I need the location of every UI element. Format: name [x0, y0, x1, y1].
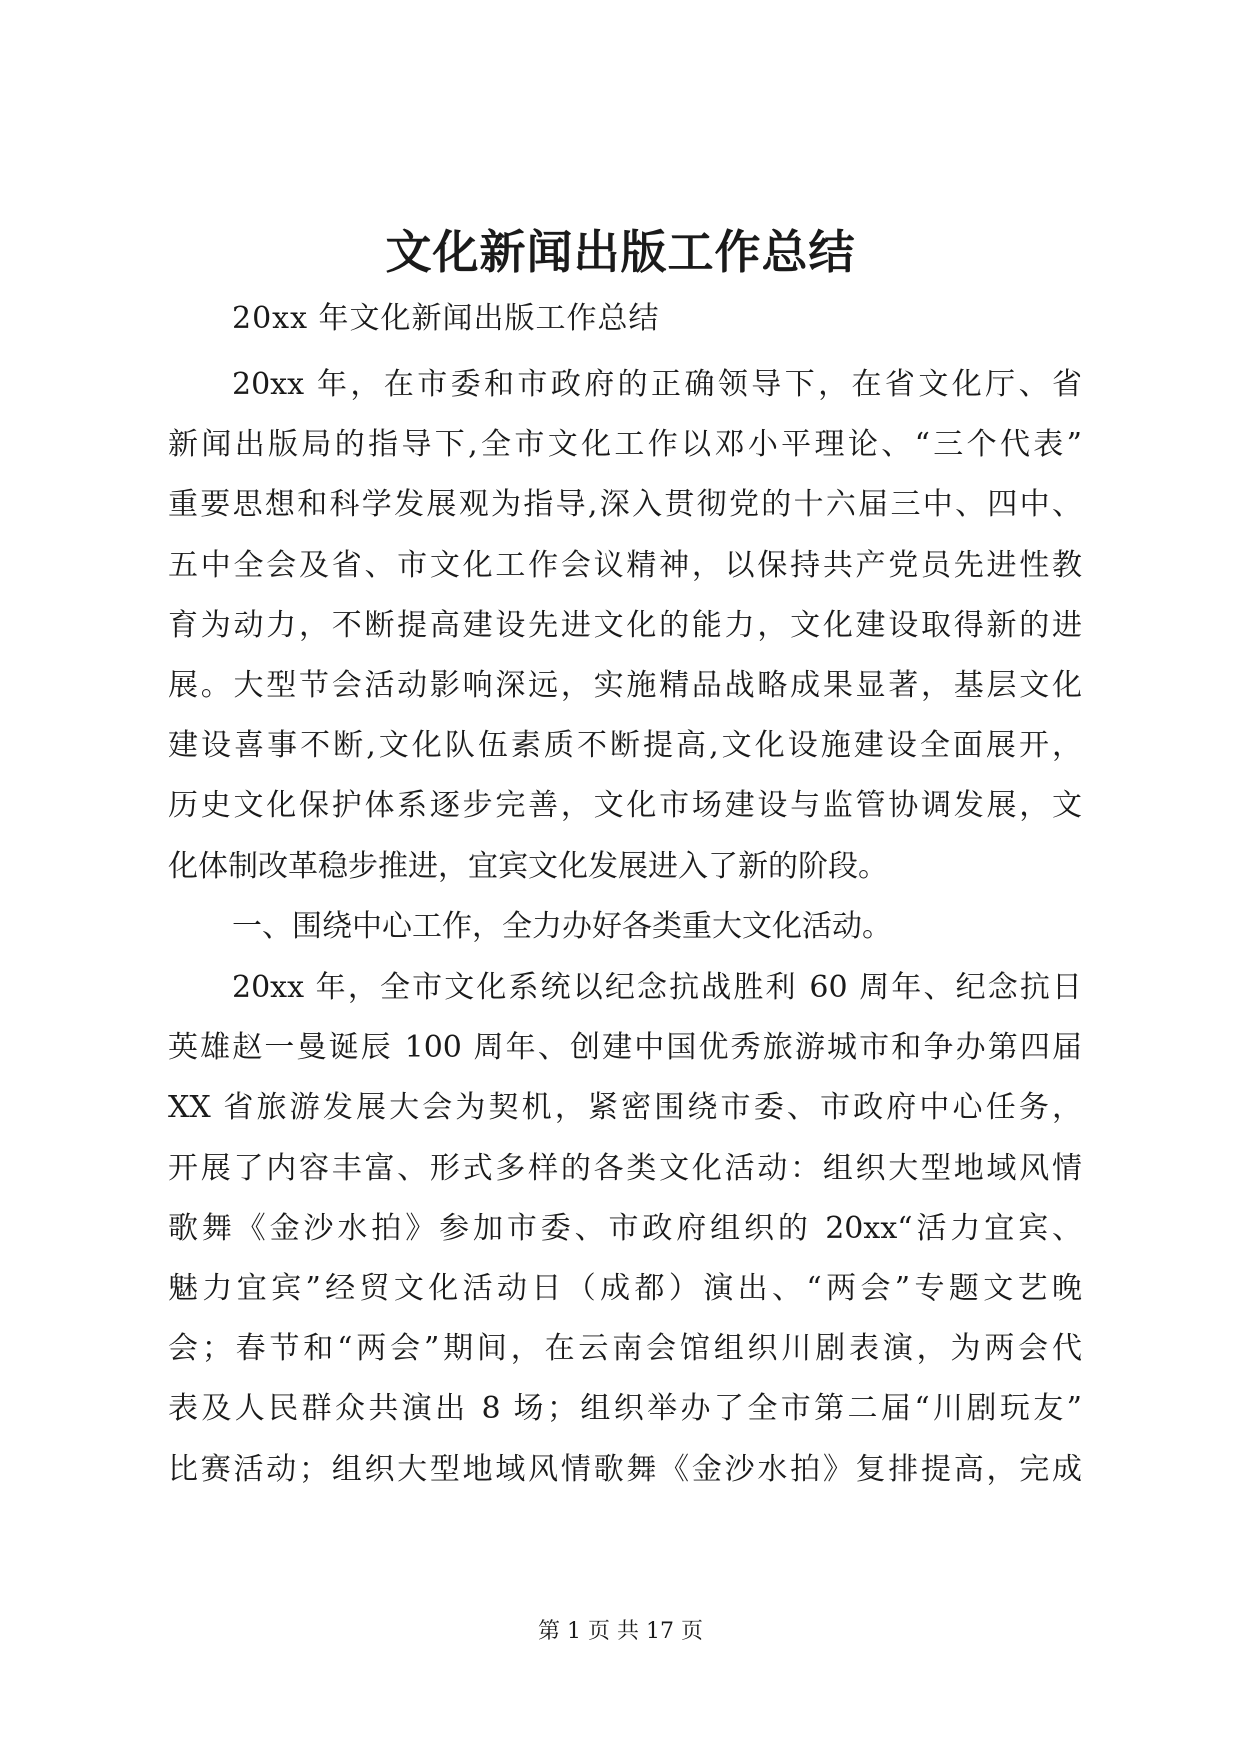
paragraph-line: 育为动力，不断提高建设先进文化的能力，文化建设取得新的进 — [168, 607, 1082, 643]
paragraph-line: 展。大型节会活动影响深远，实施精品战略成果显著，基层文化 — [168, 667, 1082, 703]
paragraph-line: 开展了内容丰富、形式多样的各类文化活动：组织大型地域风情 — [168, 1150, 1082, 1186]
paragraph-line: 建设喜事不断,文化队伍素质不断提高,文化设施建设全面展开， — [168, 728, 1082, 764]
paragraph-line: 历史文化保护体系逐步完善，文化市场建设与监管协调发展，文 — [168, 788, 1082, 824]
paragraph-line: 表及人民群众共演出 8 场；组织举办了全市第二届“川剧玩友” — [168, 1391, 1082, 1427]
paragraph-line: 比赛活动；组织大型地域风情歌舞《金沙水拍》复排提高，完成 — [168, 1451, 1082, 1487]
paragraph-line: 英雄赵一曼诞辰 100 周年、创建中国优秀旅游城市和争办第四届 — [168, 1030, 1082, 1066]
document-title: 文化新闻出版工作总结 — [385, 225, 856, 279]
paragraph-1 — [168, 355, 1082, 897]
section-heading-1: 一、围绕中心工作，全力办好各类重大文化活动。 — [232, 909, 892, 944]
paragraph-line: XX 省旅游发展大会为契机，紧密围绕市委、市政府中心任务， — [168, 1090, 1082, 1126]
document-subtitle: 20xx 年文化新闻出版工作总结 — [232, 301, 660, 336]
paragraph-line: 会；春节和“两会”期间，在云南会馆组织川剧表演，为两会代 — [168, 1331, 1082, 1367]
paragraph-line: 五中全会及省、市文化工作会议精神，以保持共产党员先进性教 — [168, 547, 1082, 583]
paragraph-line: 20xx 年，全市文化系统以纪念抗战胜利 60 周年、纪念抗日 — [232, 970, 1082, 1005]
paragraph-line: 新闻出版局的指导下,全市文化工作以邓小平理论、“三个代表” — [168, 427, 1082, 463]
paragraph-line: 化体制改革稳步推进，宜宾文化发展进入了新的阶段。 — [168, 848, 888, 884]
paragraph-line: 20xx 年，在市委和市政府的正确领导下，在省文化厅、省 — [232, 367, 1082, 402]
page-number-footer: 第 1 页 共 17 页 — [538, 1619, 703, 1644]
paragraph-line: 歌舞《金沙水拍》参加市委、市政府组织的 20xx“活力宜宾、 — [168, 1210, 1082, 1246]
paragraph-2 — [168, 958, 1082, 1500]
paragraph-line: 重要思想和科学发展观为指导,深入贯彻党的十六届三中、四中、 — [168, 487, 1082, 523]
paragraph-line: 魅力宜宾”经贸文化活动日（成都）演出、“两会”专题文艺晚 — [168, 1270, 1082, 1306]
